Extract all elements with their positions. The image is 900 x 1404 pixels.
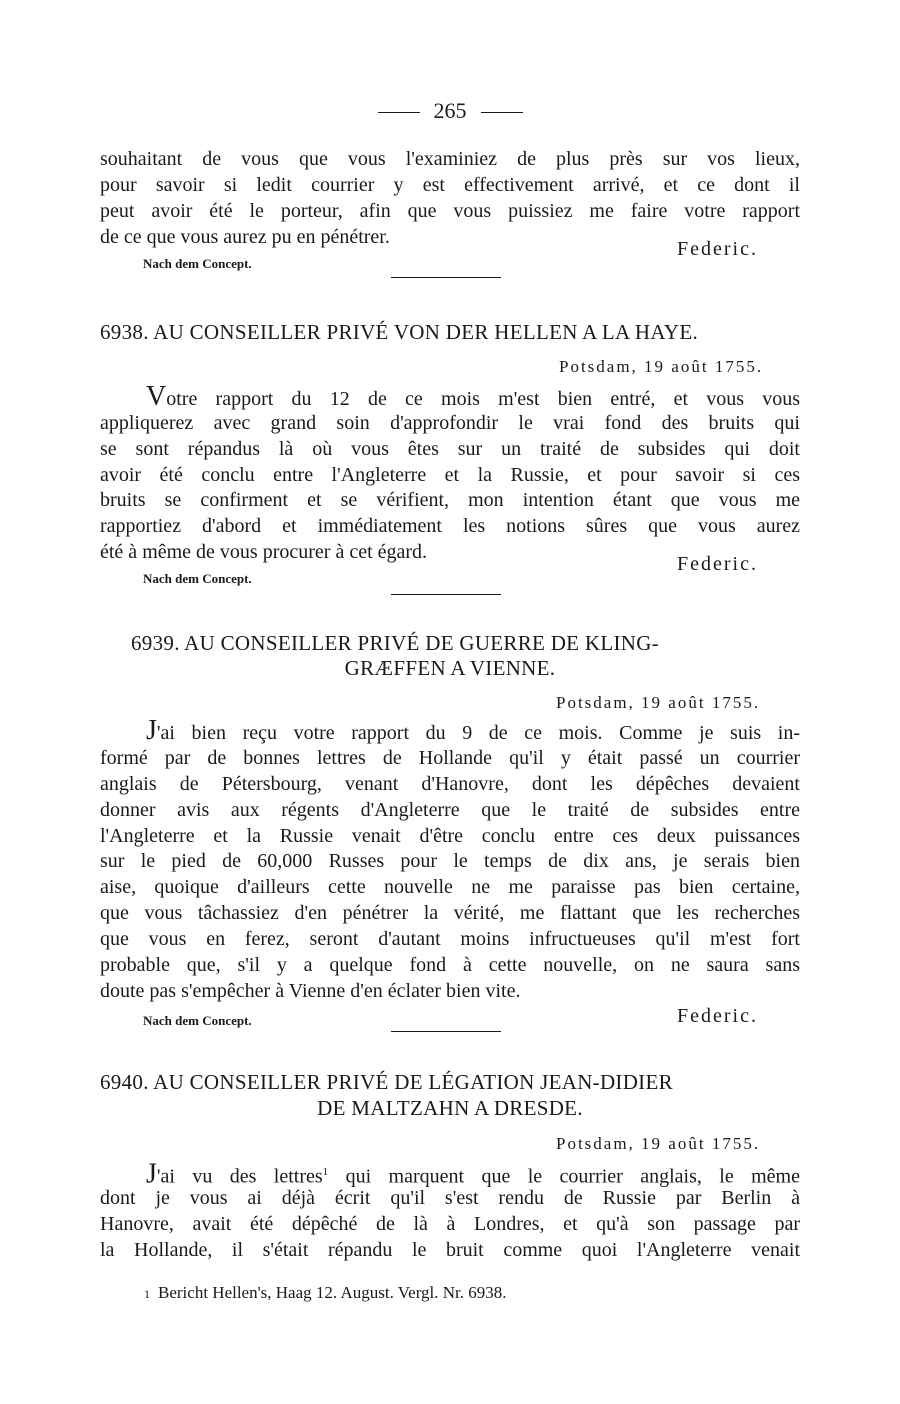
letter-heading-cont: DE MALTZAHN A DRESDE. bbox=[317, 1096, 583, 1120]
letter-line: formé par de bonnes lettres de Hollande qu'il y était passé un courrier bbox=[100, 747, 800, 769]
initial-letter: J bbox=[146, 1158, 157, 1190]
first-line-text: 'ai bien reçu votre rapport du 9 de ce mois. Comme je suis in- bbox=[156, 722, 800, 744]
letter-heading-cont: GRÆFFEN A VIENNE. bbox=[344, 656, 556, 680]
footnote bbox=[144, 1283, 507, 1303]
letter-line: que vous tâchassiez d'en pénétrer la vérité, me flattant que les recherches bbox=[100, 902, 800, 924]
initial-letter: V bbox=[146, 381, 167, 412]
dateline: Potsdam, 19 août 1755. bbox=[559, 357, 764, 376]
dateline: Potsdam, 19 août 1755. bbox=[556, 693, 761, 712]
footnote-mark: 1 bbox=[144, 1287, 150, 1301]
letter-line: Hanovre, avait été dépêché de là à Londres, et qu'à son passage par bbox=[100, 1213, 800, 1235]
letter-line: la Hollande, il s'était répandu le bruit comme quoi l'Angleterre venait bbox=[100, 1239, 800, 1261]
letter-line: appliquerez avec grand soin d'approfondir le vrai fond des bruits qui bbox=[100, 412, 800, 434]
letter-line: que vous en ferez, seront d'autant moins infructueuses qu'il m'est fort bbox=[100, 928, 800, 950]
dateline: Potsdam, 19 août 1755. bbox=[556, 1134, 761, 1153]
letter-line: doute pas s'empêcher à Vienne d'en éclater bien vite. bbox=[100, 980, 521, 1002]
intro-line: souhaitant de vous que vous l'examiniez de plus près sur vos lieux, bbox=[100, 148, 800, 170]
signature: Federic. bbox=[677, 553, 758, 575]
letter-line: anglais de Pétersbourg, venant d'Hanovre, dont les dépêches devaient bbox=[100, 773, 800, 795]
first-line-text: 'ai vu des lettres bbox=[156, 1165, 323, 1188]
letter-line: été à même de vous procurer à cet égard. bbox=[100, 541, 428, 563]
letter-heading: 6939. AU CONSEILLER PRIVÉ DE GUERRE DE KLING- bbox=[131, 631, 659, 655]
letter-line: se sont répandus là où vous êtes sur un traité de subsides qui doit bbox=[100, 438, 800, 460]
footnote-text: Bericht Hellen's, Haag 12. August. Vergl. Nr. 6938. bbox=[158, 1283, 507, 1302]
letter-line: dont je vous ai déjà écrit qu'il s'est rendu de Russie par Berlin à bbox=[100, 1187, 800, 1209]
letter-line: avoir été conclu entre l'Angleterre et la Russie, et pour savoir si ces bbox=[100, 464, 800, 486]
page-number-row bbox=[0, 98, 900, 124]
intro-line: peut avoir été le porteur, afin que vous puissiez me faire votre rapport bbox=[100, 200, 800, 222]
letter-line: l'Angleterre et la Russie venait d'être conclu entre ces deux puissances bbox=[100, 825, 800, 847]
page-number: 265 bbox=[433, 98, 467, 123]
letter-line bbox=[146, 715, 800, 746]
dash-left bbox=[378, 112, 420, 113]
intro-line: de ce que vous aurez pu en pénétrer. bbox=[100, 226, 390, 248]
divider-rule bbox=[391, 1031, 501, 1032]
letter-line: rapportiez d'abord et immédiatement les notions sûres que vous aurez bbox=[100, 515, 800, 537]
letter-line: donner avis aux régents d'Angleterre que le traité de subsides entre bbox=[100, 799, 800, 821]
source-note: Nach dem Concept. bbox=[143, 1013, 252, 1028]
divider-rule bbox=[391, 277, 501, 278]
signature: Federic. bbox=[677, 1005, 758, 1027]
letter-line: probable que, s'il y a quelque fond à cette nouvelle, on ne saura sans bbox=[100, 954, 800, 976]
footnote-ref[interactable]: 1 bbox=[322, 1166, 329, 1178]
dash-right bbox=[481, 112, 523, 113]
signature: Federic. bbox=[677, 238, 758, 260]
letter-line bbox=[146, 381, 800, 412]
first-line-text-cont: qui marquent que le courrier anglais, le même bbox=[328, 1165, 800, 1188]
letter-line: bruits se confirment et se vérifient, mon intention étant que vous me bbox=[100, 489, 800, 511]
source-note: Nach dem Concept. bbox=[143, 571, 252, 586]
divider-rule bbox=[391, 594, 501, 595]
letter-heading: 6940. AU CONSEILLER PRIVÉ DE LÉGATION JEAN-DIDIER bbox=[100, 1070, 673, 1094]
source-note: Nach dem Concept. bbox=[143, 256, 252, 271]
letter-line: aise, quoique d'ailleurs cette nouvelle ne me paraisse pas bien certaine, bbox=[100, 876, 800, 898]
initial-letter: J bbox=[146, 715, 157, 746]
first-line-text: otre rapport du 12 de ce mois m'est bien entré, et vous vous bbox=[166, 388, 800, 410]
letter-line: sur le pied de 60,000 Russes pour le temps de dix ans, je serais bien bbox=[100, 850, 800, 872]
letter-heading: 6938. AU CONSEILLER PRIVÉ VON DER HELLEN A LA HAYE. bbox=[100, 320, 699, 344]
intro-line: pour savoir si ledit courrier y est effectivement arrivé, et ce dont il bbox=[100, 174, 800, 196]
